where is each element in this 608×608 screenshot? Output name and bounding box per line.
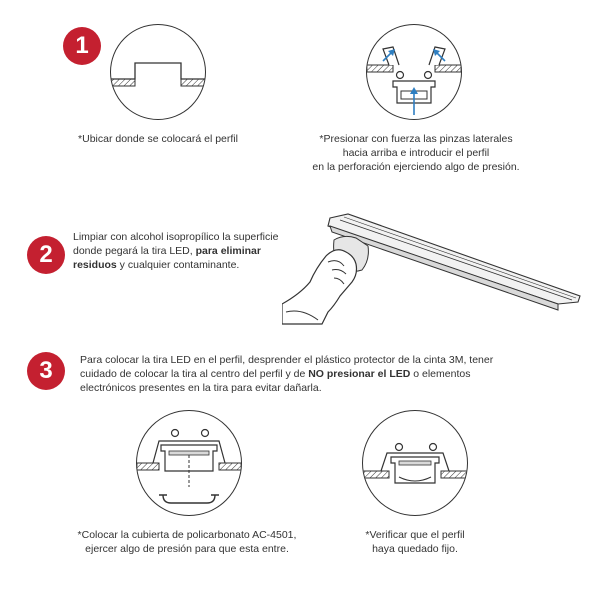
caption-line: *Colocar la cubierta de policarbonato AC-4501, [77, 529, 297, 541]
caption-line: ejercer algo de presión para que esta entre. [85, 543, 289, 555]
step-3-instructions [80, 353, 580, 395]
caption-line: en la perforación ejerciendo algo de presión. [312, 161, 520, 173]
caption-line: *Presionar con fuerza las pinzas laterales [319, 133, 513, 145]
step-2-badge: 2 [27, 236, 65, 274]
text-normal: cuidado de colocar la tira al centro del perfil y de [80, 368, 309, 380]
caption-line: *Verificar que el perfil [365, 529, 465, 541]
instruction-line [80, 367, 580, 381]
instruction-line: Limpiar con alcohol isopropílico la superficie [73, 231, 279, 243]
cleaning-illustration [282, 212, 602, 332]
step-1-left-caption: *Ubicar donde se colocará el perfil [78, 133, 238, 145]
caption-line: haya quedado fijo. [372, 543, 458, 555]
instruction-line: Para colocar la tira LED en el perfil, desprender el plástico protector de la cinta 3M, tener [80, 354, 494, 366]
step-3-left-caption [52, 528, 322, 556]
text-normal: y cualquier contaminante. [116, 259, 240, 271]
step-1-right-illustration [366, 24, 462, 120]
step-3-badge: 3 [27, 352, 65, 390]
text-normal: donde pegará la tira LED, [73, 245, 196, 257]
text-bold: NO presionar el LED [308, 368, 411, 380]
step-3-right-caption [330, 528, 500, 556]
step-3-right-illustration [362, 410, 468, 516]
instruction-line: electrónicos presentes en la tira para evitar dañarla. [80, 382, 322, 394]
step-3-left-illustration [136, 410, 242, 516]
step-1-left-illustration [110, 24, 206, 120]
text-bold: para eliminar [195, 245, 261, 257]
step-1-badge: 1 [63, 27, 101, 65]
step-1-right-caption [288, 132, 544, 174]
caption-line: hacia arriba e introducir el perfil [342, 147, 490, 159]
text-bold: residuos [73, 259, 117, 271]
text-normal: o elementos [410, 368, 471, 380]
